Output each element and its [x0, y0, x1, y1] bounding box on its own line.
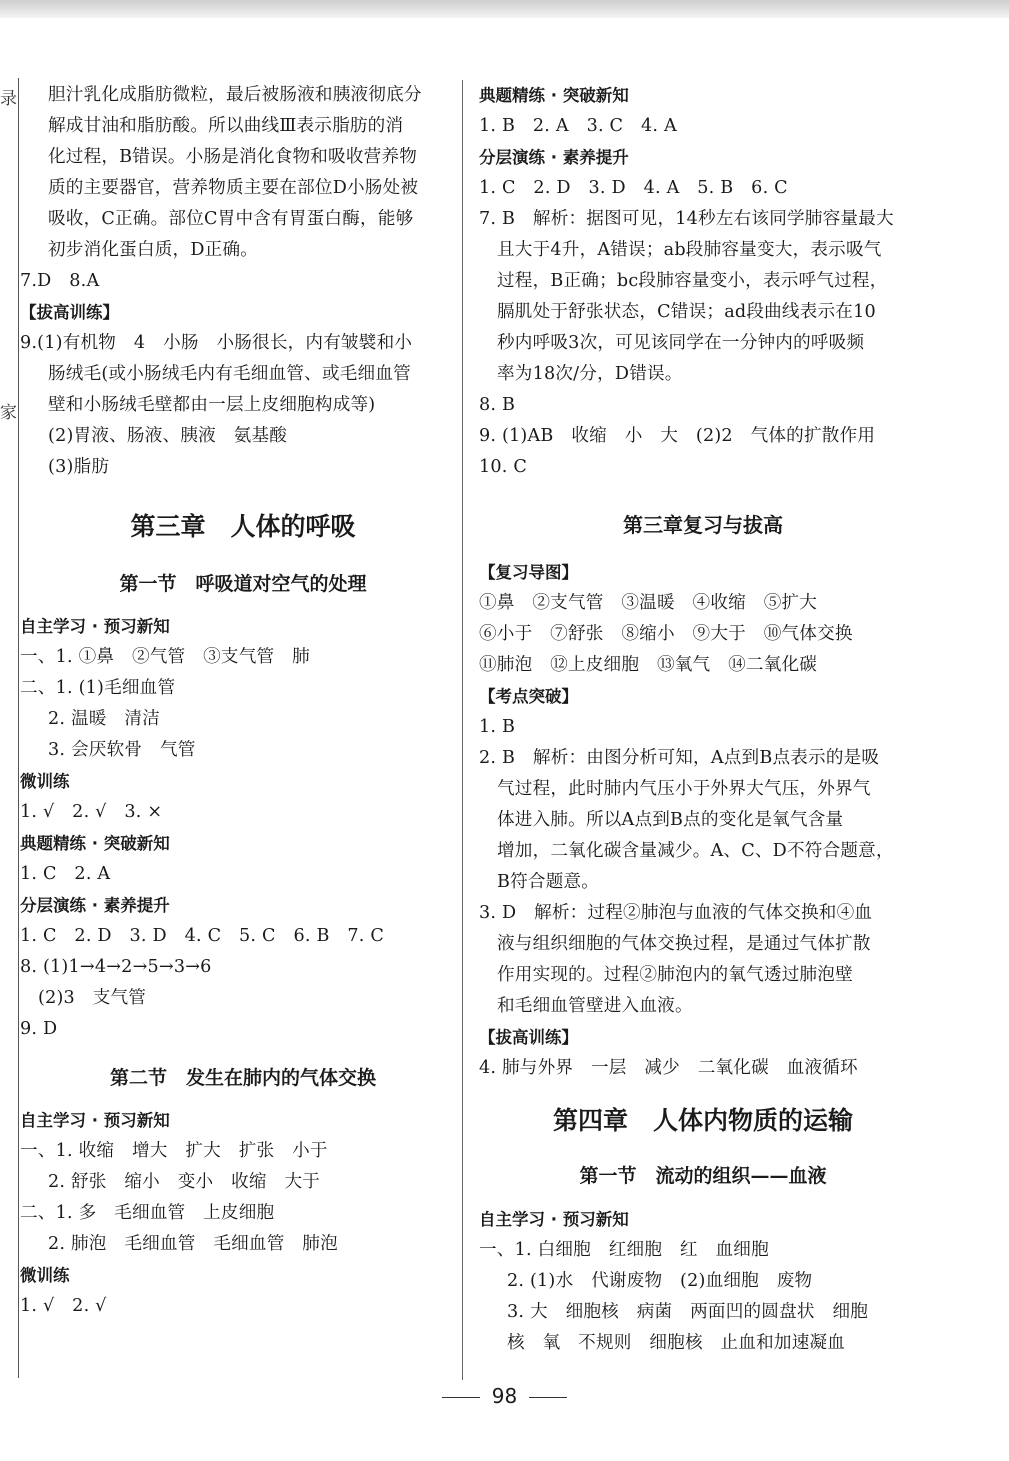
subsection-heading: 分层演练 · 素养提升: [20, 896, 170, 915]
subsection-heading: 自主学习 · 预习新知: [479, 1210, 629, 1229]
answer-line: 3. 会厌软骨 气管: [48, 740, 196, 760]
binding-line: [18, 78, 19, 1378]
text-line: 和毛细血管壁进入血液。: [497, 996, 693, 1016]
text-line: 初步消化蛋白质，D正确。: [48, 240, 259, 260]
text-line: 作用实现的。过程②肺泡内的氧气透过肺泡壁: [497, 965, 853, 985]
page-number: 98: [491, 1384, 518, 1408]
answer-line: 1. C 2. D 3. D 4. C 5. C 6. B 7. C: [20, 926, 385, 946]
answer-line: 二、1. (1)毛细血管: [20, 678, 176, 698]
answer-line: 2. (1)水 代谢废物 (2)血细胞 废物: [507, 1271, 813, 1291]
answer-line: 9. D: [20, 1019, 58, 1039]
answer-line: 2. 肺泡 毛细血管 毛细血管 肺泡: [48, 1234, 338, 1254]
answer-line: 2. 温暖 清洁: [48, 709, 160, 729]
answer-line: 8. (1)1→4→2→5→3→6: [20, 957, 212, 977]
text-line: 解成甘油和脂肪酸。所以曲线Ⅲ表示脂肪的消: [48, 116, 404, 136]
section-label-bagao: 【拔高训练】: [20, 303, 119, 322]
answer-line: (2)3 支气管: [38, 988, 147, 1008]
answer-line: 1. C 2. A: [20, 864, 111, 884]
top-shadow-band: [0, 0, 1009, 18]
text-line: 增加，二氧化碳含量减少。A、C、D不符合题意，: [497, 841, 894, 861]
text-line: 胆汁乳化成脂肪微粒，最后被肠液和胰液彻底分: [48, 85, 422, 105]
answer-line: 4. 肺与外界 一层 减少 二氧化碳 血液循环: [479, 1058, 858, 1078]
answer-line: 3. D 解析：过程②肺泡与血液的气体交换和④血: [479, 903, 873, 923]
answer-line: ⑥小于 ⑦舒张 ⑧缩小 ⑨大于 ⑩气体交换: [479, 624, 853, 644]
right-column: [479, 80, 927, 1359]
section-label: 【复习导图】: [479, 563, 578, 582]
footer-rule-right: [529, 1397, 567, 1398]
text-line: B符合题意。: [497, 872, 600, 892]
answer-line: 1. B: [479, 717, 516, 737]
edge-mark-2: 家: [0, 403, 17, 423]
answer-line: 核 氧 不规则 细胞核 止血和加速凝血: [507, 1333, 846, 1353]
subsection-heading: 微训练: [20, 1266, 70, 1285]
section-title: 第一节 呼吸道对空气的处理: [119, 573, 367, 595]
answer-line: 1. C 2. D 3. D 4. A 5. B 6. C: [479, 178, 788, 198]
answer-line: 3. 大 细胞核 病菌 两面凹的圆盘状 细胞: [507, 1302, 869, 1322]
text-line: 秒内呼吸3次，可见该同学在一分钟内的呼吸频: [497, 333, 865, 353]
answer-line: 一、1. 收缩 增大 扩大 扩张 小于: [20, 1141, 328, 1161]
subsection-heading: 微训练: [20, 772, 70, 791]
answer-line: 一、1. ①鼻 ②气管 ③支气管 肺: [20, 647, 310, 667]
answer-line: 1. √ 2. √: [20, 1296, 107, 1316]
text-line: 且大于4升，A错误；ab段肺容量变大，表示吸气: [497, 240, 882, 260]
text-line: 膈肌处于舒张状态，C错误；ad段曲线表示在10: [497, 302, 876, 322]
subsection-heading: 典题精练 · 突破新知: [479, 86, 629, 105]
section-title: 第二节 发生在肺内的气体交换: [109, 1067, 376, 1089]
section-label: 【考点突破】: [479, 687, 578, 706]
answer-line: 2. B 解析：由图分析可知，A点到B点表示的是吸: [479, 748, 880, 768]
section-label: 【拔高训练】: [479, 1028, 578, 1047]
answer-line: 1. √ 2. √ 3. ×: [20, 802, 163, 822]
subsection-heading: 自主学习 · 预习新知: [20, 1111, 170, 1130]
text-line: (2)胃液、肠液、胰液 氨基酸: [48, 426, 288, 446]
edge-mark-1: 录: [0, 89, 17, 109]
text-line: 过程，B正确；bc段肺容量变小，表示呼气过程，: [497, 271, 888, 291]
answer-line: 一、1. 白细胞 红细胞 红 血细胞: [479, 1240, 769, 1260]
answer-line: 二、1. 多 毛细血管 上皮细胞: [20, 1203, 275, 1223]
subsection-heading: 分层演练 · 素养提升: [479, 148, 629, 167]
answer-line: 1. B 2. A 3. C 4. A: [479, 116, 677, 136]
text-line: 化过程，B错误。小肠是消化食物和吸收营养物: [48, 147, 418, 167]
answer-line: 7.D 8.A: [20, 271, 100, 291]
chapter-title: 第三章 人体的呼吸: [130, 512, 356, 541]
text-line: 吸收，C正确。部位C胃中含有胃蛋白酶，能够: [48, 209, 414, 229]
chapter-title: 第四章 人体内物质的运输: [552, 1106, 853, 1135]
subsection-heading: 典题精练 · 突破新知: [20, 834, 170, 853]
text-line: 肠绒毛(或小肠绒毛内有毛细血管、或毛细血管: [48, 364, 411, 384]
text-line: 体进入肺。所以A点到B点的变化是氧气含量: [497, 810, 844, 830]
answer-line: 8. B: [479, 395, 516, 415]
text-line: 率为18次/分，D错误。: [497, 364, 683, 384]
footer-rule-left: [442, 1397, 480, 1398]
text-line: (3)脂肪: [48, 457, 110, 477]
section-title: 第一节 流动的组织——血液: [579, 1165, 827, 1187]
answer-line: 7. B 解析：据图可见，14秒左右该同学肺容量最大: [479, 209, 894, 229]
answer-line: 10. C: [479, 457, 528, 477]
answer-line: 2. 舒张 缩小 变小 收缩 大于: [48, 1172, 321, 1192]
text-line: 壁和小肠绒毛壁都由一层上皮细胞构成等): [48, 395, 376, 415]
page-number-footer: [0, 1384, 1009, 1408]
answer-line: 9. (1)AB 收缩 小 大 (2)2 气体的扩散作用: [479, 426, 876, 446]
answer-line: ⑪肺泡 ⑫上皮细胞 ⑬氧气 ⑭二氧化碳: [479, 655, 818, 675]
answer-line: ①鼻 ②支气管 ③温暖 ④收缩 ⑤扩大: [479, 593, 818, 613]
left-column: [20, 80, 466, 1322]
review-title: 第三章复习与拔高: [623, 513, 783, 537]
subsection-heading: 自主学习 · 预习新知: [20, 617, 170, 636]
text-line: 质的主要器官，营养物质主要在部位D小肠处被: [48, 178, 419, 198]
text-line: 液与组织细胞的气体交换过程，是通过气体扩散: [497, 934, 871, 954]
text-line: 气过程，此时肺内气压小于外界大气压，外界气: [497, 779, 871, 799]
answer-line: 9.(1)有机物 4 小肠 小肠很长，内有皱襞和小: [20, 333, 413, 353]
